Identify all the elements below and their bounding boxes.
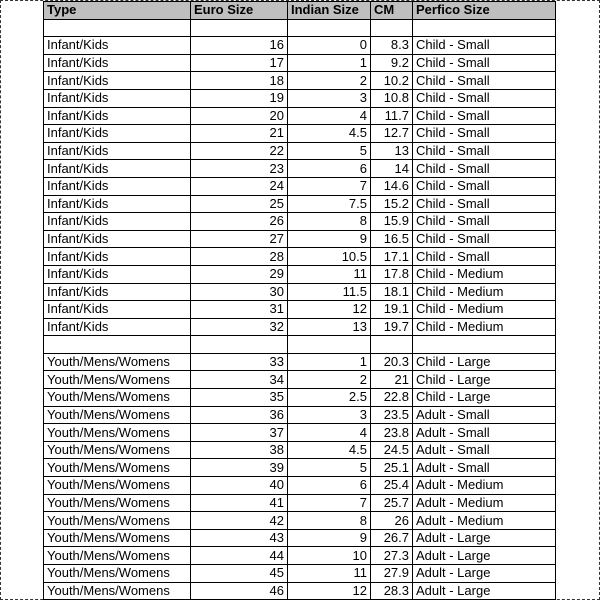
euro-size-cell: 41 (191, 494, 288, 512)
euro-size-cell: 42 (191, 512, 288, 530)
indian-size-cell: 1 (288, 54, 371, 72)
indian-size-cell: 4 (288, 424, 371, 442)
type-cell: Youth/Mens/Womens (44, 582, 191, 600)
perfico-size-cell: Child - Small (413, 37, 556, 55)
header-euro-size: Euro Size (191, 2, 288, 20)
type-cell: Infant/Kids (44, 72, 191, 90)
table-row (44, 424, 556, 442)
perfico-size-cell: Child - Small (413, 89, 556, 107)
perfico-size-cell: Child - Small (413, 160, 556, 178)
table-row (44, 160, 556, 178)
euro-size-cell: 21 (191, 125, 288, 143)
euro-size-cell: 35 (191, 389, 288, 407)
euro-size-cell: 34 (191, 371, 288, 389)
cm-cell: 15.2 (371, 195, 413, 213)
cm-cell: 13 (371, 142, 413, 160)
type-cell: Youth/Mens/Womens (44, 371, 191, 389)
cm-cell: 25.1 (371, 459, 413, 477)
type-cell: Youth/Mens/Womens (44, 424, 191, 442)
type-cell (44, 19, 191, 37)
euro-size-cell: 19 (191, 89, 288, 107)
type-cell: Youth/Mens/Womens (44, 547, 191, 565)
euro-size-cell (191, 19, 288, 37)
perfico-size-cell: Adult - Small (413, 424, 556, 442)
table-row (44, 477, 556, 495)
perfico-size-cell: Adult - Large (413, 529, 556, 547)
type-cell: Infant/Kids (44, 230, 191, 248)
header-cm: CM (371, 2, 413, 20)
indian-size-cell: 10 (288, 547, 371, 565)
cm-cell (371, 19, 413, 37)
indian-size-cell: 8 (288, 213, 371, 231)
type-cell: Infant/Kids (44, 54, 191, 72)
indian-size-cell: 6 (288, 160, 371, 178)
indian-size-cell: 5 (288, 459, 371, 477)
table-row (44, 494, 556, 512)
indian-size-cell: 7 (288, 177, 371, 195)
indian-size-cell: 0 (288, 37, 371, 55)
type-cell: Infant/Kids (44, 195, 191, 213)
euro-size-cell: 43 (191, 529, 288, 547)
type-cell: Youth/Mens/Womens (44, 406, 191, 424)
perfico-size-cell: Adult - Small (413, 459, 556, 477)
perfico-size-cell: Child - Small (413, 195, 556, 213)
euro-size-cell: 29 (191, 265, 288, 283)
type-cell: Infant/Kids (44, 37, 191, 55)
euro-size-cell: 27 (191, 230, 288, 248)
table-row (44, 213, 556, 231)
perfico-size-cell: Child - Small (413, 213, 556, 231)
table-row (44, 301, 556, 319)
perfico-size-cell: Adult - Large (413, 547, 556, 565)
indian-size-cell: 4.5 (288, 125, 371, 143)
table-row (44, 107, 556, 125)
table-row (44, 459, 556, 477)
cm-cell: 10.8 (371, 89, 413, 107)
table-row (44, 318, 556, 336)
cm-cell: 15.9 (371, 213, 413, 231)
cm-cell: 20.3 (371, 353, 413, 371)
indian-size-cell: 11.5 (288, 283, 371, 301)
indian-size-cell: 12 (288, 301, 371, 319)
table-row (44, 248, 556, 266)
table-row (44, 441, 556, 459)
indian-size-cell: 11 (288, 265, 371, 283)
cm-cell: 19.7 (371, 318, 413, 336)
euro-size-cell: 25 (191, 195, 288, 213)
table-row (44, 72, 556, 90)
type-cell: Infant/Kids (44, 142, 191, 160)
perfico-size-cell: Child - Small (413, 230, 556, 248)
euro-size-cell: 24 (191, 177, 288, 195)
table-row (44, 389, 556, 407)
euro-size-cell (191, 336, 288, 354)
type-cell: Youth/Mens/Womens (44, 477, 191, 495)
perfico-size-cell: Child - Small (413, 54, 556, 72)
euro-size-cell: 36 (191, 406, 288, 424)
size-chart-table (43, 1, 556, 600)
table-row (44, 529, 556, 547)
perfico-size-cell: Adult - Small (413, 441, 556, 459)
perfico-size-cell: Child - Medium (413, 283, 556, 301)
table-row (44, 195, 556, 213)
table-row (44, 336, 556, 354)
euro-size-cell: 26 (191, 213, 288, 231)
cm-cell: 23.5 (371, 406, 413, 424)
perfico-size-cell: Child - Small (413, 125, 556, 143)
cm-cell: 22.8 (371, 389, 413, 407)
euro-size-cell: 31 (191, 301, 288, 319)
table-row (44, 177, 556, 195)
indian-size-cell: 9 (288, 529, 371, 547)
cm-cell: 10.2 (371, 72, 413, 90)
cm-cell: 26 (371, 512, 413, 530)
type-cell: Infant/Kids (44, 125, 191, 143)
type-cell: Infant/Kids (44, 318, 191, 336)
table-row (44, 142, 556, 160)
perfico-size-cell: Child - Small (413, 107, 556, 125)
table-row (44, 565, 556, 583)
cm-cell: 24.5 (371, 441, 413, 459)
perfico-size-cell: Adult - Medium (413, 477, 556, 495)
cm-cell: 12.7 (371, 125, 413, 143)
type-cell: Infant/Kids (44, 160, 191, 178)
indian-size-cell: 4.5 (288, 441, 371, 459)
cm-cell: 8.3 (371, 37, 413, 55)
indian-size-cell: 8 (288, 512, 371, 530)
cm-cell: 14 (371, 160, 413, 178)
perfico-size-cell: Child - Small (413, 177, 556, 195)
euro-size-cell: 30 (191, 283, 288, 301)
euro-size-cell: 44 (191, 547, 288, 565)
indian-size-cell: 12 (288, 582, 371, 600)
indian-size-cell (288, 336, 371, 354)
cm-cell: 25.4 (371, 477, 413, 495)
type-cell: Youth/Mens/Womens (44, 441, 191, 459)
type-cell: Youth/Mens/Womens (44, 565, 191, 583)
table-row (44, 125, 556, 143)
cm-cell: 9.2 (371, 54, 413, 72)
type-cell: Infant/Kids (44, 107, 191, 125)
cm-cell: 17.8 (371, 265, 413, 283)
perfico-size-cell: Child - Large (413, 371, 556, 389)
type-cell: Youth/Mens/Womens (44, 494, 191, 512)
indian-size-cell (288, 19, 371, 37)
perfico-size-cell: Adult - Medium (413, 494, 556, 512)
euro-size-cell: 45 (191, 565, 288, 583)
perfico-size-cell: Adult - Large (413, 565, 556, 583)
perfico-size-cell: Child - Small (413, 248, 556, 266)
cm-cell: 27.3 (371, 547, 413, 565)
indian-size-cell: 11 (288, 565, 371, 583)
table-row (44, 512, 556, 530)
cm-cell: 25.7 (371, 494, 413, 512)
indian-size-cell: 2 (288, 72, 371, 90)
cm-cell: 11.7 (371, 107, 413, 125)
euro-size-cell: 20 (191, 107, 288, 125)
perfico-size-cell: Child - Large (413, 389, 556, 407)
table-row (44, 230, 556, 248)
cm-cell: 18.1 (371, 283, 413, 301)
table-row (44, 19, 556, 37)
perfico-size-cell: Child - Medium (413, 301, 556, 319)
perfico-size-cell: Adult - Large (413, 582, 556, 600)
table-row (44, 353, 556, 371)
indian-size-cell: 1 (288, 353, 371, 371)
indian-size-cell: 10.5 (288, 248, 371, 266)
euro-size-cell: 32 (191, 318, 288, 336)
perfico-size-cell: Adult - Medium (413, 512, 556, 530)
cm-cell: 16.5 (371, 230, 413, 248)
perfico-size-cell: Adult - Small (413, 406, 556, 424)
indian-size-cell: 3 (288, 89, 371, 107)
euro-size-cell: 39 (191, 459, 288, 477)
cm-cell: 14.6 (371, 177, 413, 195)
cm-cell: 17.1 (371, 248, 413, 266)
perfico-size-cell (413, 336, 556, 354)
cm-cell: 26.7 (371, 529, 413, 547)
euro-size-cell: 22 (191, 142, 288, 160)
indian-size-cell: 7.5 (288, 195, 371, 213)
euro-size-cell: 38 (191, 441, 288, 459)
indian-size-cell: 5 (288, 142, 371, 160)
table-body (44, 19, 556, 600)
indian-size-cell: 7 (288, 494, 371, 512)
table-row (44, 547, 556, 565)
euro-size-cell: 23 (191, 160, 288, 178)
type-cell: Infant/Kids (44, 301, 191, 319)
table-row (44, 89, 556, 107)
type-cell: Youth/Mens/Womens (44, 512, 191, 530)
cm-cell: 23.8 (371, 424, 413, 442)
euro-size-cell: 17 (191, 54, 288, 72)
indian-size-cell: 6 (288, 477, 371, 495)
indian-size-cell: 9 (288, 230, 371, 248)
header-type: Type (44, 2, 191, 20)
type-cell: Infant/Kids (44, 265, 191, 283)
type-cell: Infant/Kids (44, 248, 191, 266)
type-cell: Youth/Mens/Womens (44, 353, 191, 371)
cm-cell: 28.3 (371, 582, 413, 600)
perfico-size-cell: Child - Small (413, 142, 556, 160)
table-row (44, 283, 556, 301)
table-row (44, 406, 556, 424)
table-row (44, 265, 556, 283)
table-row (44, 37, 556, 55)
euro-size-cell: 18 (191, 72, 288, 90)
euro-size-cell: 46 (191, 582, 288, 600)
type-cell: Youth/Mens/Womens (44, 389, 191, 407)
header-indian-size: Indian Size (288, 2, 371, 20)
indian-size-cell: 2.5 (288, 389, 371, 407)
header-perfico-size: Perfico Size (413, 2, 556, 20)
cm-cell: 21 (371, 371, 413, 389)
perfico-size-cell: Child - Small (413, 72, 556, 90)
type-cell: Youth/Mens/Womens (44, 459, 191, 477)
type-cell: Youth/Mens/Womens (44, 529, 191, 547)
cm-cell: 27.9 (371, 565, 413, 583)
type-cell: Infant/Kids (44, 283, 191, 301)
euro-size-cell: 40 (191, 477, 288, 495)
perfico-size-cell: Child - Large (413, 353, 556, 371)
euro-size-cell: 37 (191, 424, 288, 442)
perfico-size-cell: Child - Medium (413, 265, 556, 283)
table-row (44, 54, 556, 72)
type-cell: Infant/Kids (44, 213, 191, 231)
indian-size-cell: 3 (288, 406, 371, 424)
perfico-size-cell (413, 19, 556, 37)
cm-cell (371, 336, 413, 354)
euro-size-cell: 33 (191, 353, 288, 371)
indian-size-cell: 13 (288, 318, 371, 336)
cm-cell: 19.1 (371, 301, 413, 319)
type-cell: Infant/Kids (44, 177, 191, 195)
perfico-size-cell: Child - Medium (413, 318, 556, 336)
type-cell (44, 336, 191, 354)
euro-size-cell: 28 (191, 248, 288, 266)
header-row (44, 2, 556, 20)
table-row (44, 371, 556, 389)
euro-size-cell: 16 (191, 37, 288, 55)
indian-size-cell: 4 (288, 107, 371, 125)
indian-size-cell: 2 (288, 371, 371, 389)
type-cell: Infant/Kids (44, 89, 191, 107)
table-row (44, 582, 556, 600)
